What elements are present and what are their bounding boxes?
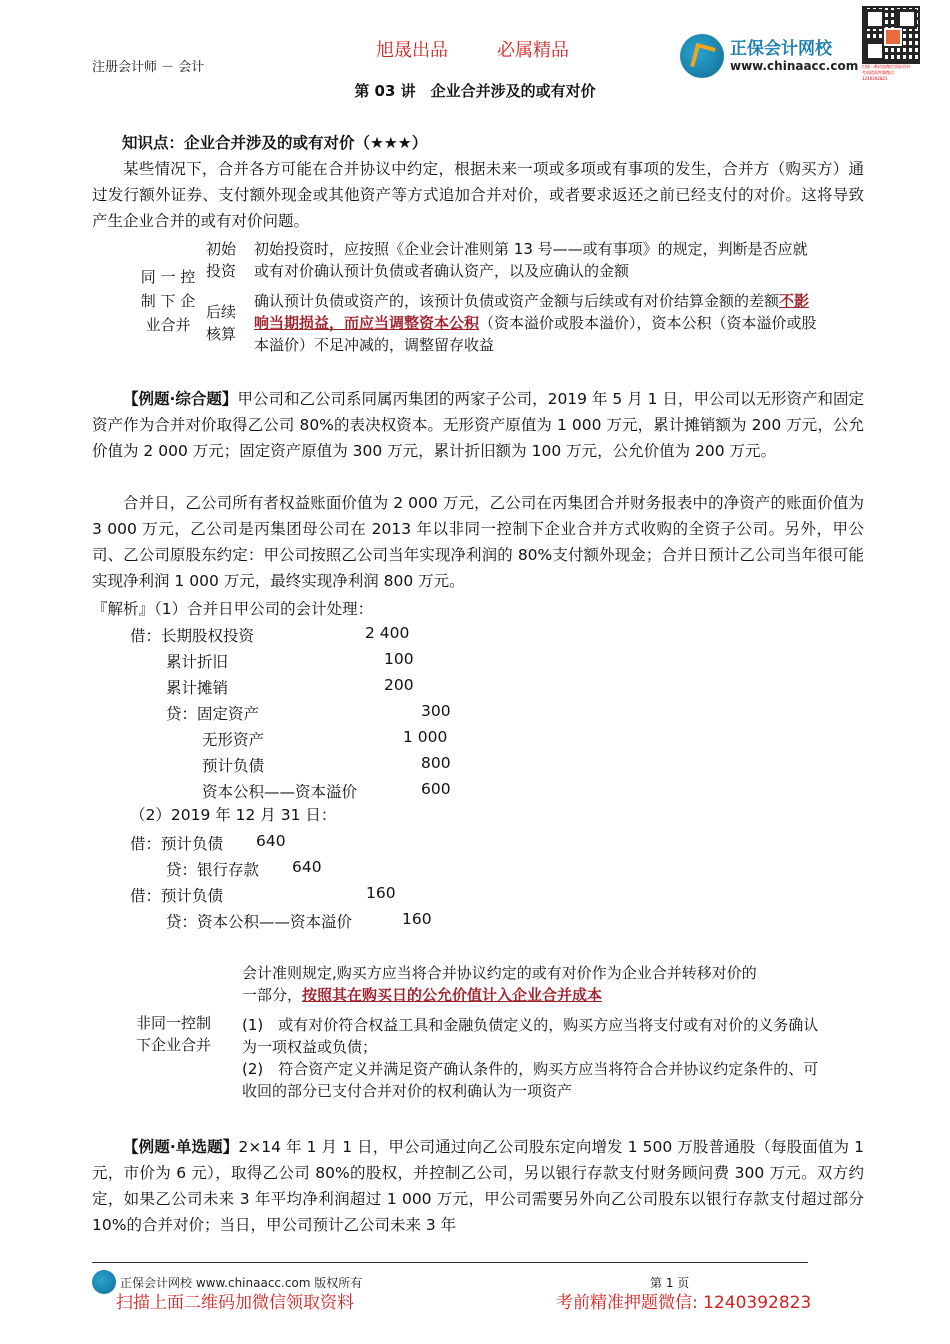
table2-category-line: 非同一控制: [136, 1014, 212, 1032]
journal-amount: 800: [421, 754, 451, 772]
part2-heading: （2）2019 年 12 月 31 日：: [130, 806, 337, 824]
rule-line: 会计准则规定,购买方应当将合并协议约定的或有对价作为企业合并转移对价的: [242, 964, 757, 982]
text-before: 确认预计负债或资产的，该预计负债或资产金额与后续或有对价结算金额的差额: [254, 292, 780, 310]
course-name: 注册会计师 － 会计: [92, 60, 205, 75]
journal-amount: 1 000: [403, 728, 448, 746]
text-after: （资本溢价或股本溢价），资本公积（资本溢价或股本溢价）不足冲减的，调整留存收益: [254, 314, 817, 354]
emphasis-text: 按照其在购买日的公允价值计入企业合并成本: [302, 986, 603, 1004]
table2-category-line: 下企业合并: [136, 1036, 212, 1054]
example2-paragraph: [92, 1134, 864, 1238]
label-line: 核算: [206, 325, 237, 343]
table1-category-line: 同 一 控: [140, 268, 196, 286]
qr-code[interactable]: [862, 6, 920, 86]
journal-account: 贷：资本公积——资本溢价: [166, 913, 353, 931]
qr-code-icon: [862, 6, 920, 64]
qr-caption-1: 扫描二维码加微信领取资料: [862, 64, 910, 69]
journal-amount: 160: [366, 884, 396, 902]
emphasis-text: 不影响当期损益，而应当调整资本公积: [254, 292, 810, 332]
journal-amount: 200: [384, 676, 414, 694]
page-number: 第 1 页: [650, 1276, 690, 1290]
journal-account: 借：长期股权投资: [130, 627, 255, 645]
logo-url: www.chinaacc.com: [730, 59, 859, 73]
journal-account: 累计摊销: [166, 679, 229, 697]
footer-promo-left: 扫描上面二维码加微信领取资料: [116, 1293, 354, 1313]
footer-logo-icon: [92, 1270, 116, 1294]
intro-paragraph: 某些情况下，合并各方可能在合并协议中约定，根据未来一项或多项或有事项的发生，合并方（购买方）通过发行额外证券、支付额外现金或其他资产等方式追加合并对价，或者要求返还之前已经支付的对价。这将导致产生企业合并的或有对价问题。: [92, 160, 864, 230]
slogan-left: 旭晟出品: [376, 40, 448, 61]
journal-account: 累计折旧: [166, 653, 229, 671]
table2-rule-text: [242, 962, 822, 1006]
table1-row-label: [206, 301, 236, 345]
table2-item-2: (2) 符合资产定义并满足资产确认条件的，购买方应当将符合合并协议约定条件的、可收回的部分已支付合并对价的权利确认为一项资产: [242, 1060, 819, 1100]
topic-heading: 知识点：企业合并涉及的或有对价（★★★）: [122, 134, 428, 152]
lecture-title: 第 03 讲 企业合并涉及的或有对价: [354, 82, 596, 100]
table1-row-text: 初始投资时，应按照《企业会计准则第 13 号——或有事项》的规定，判断是否应就或有对价确认预计负债或者确认资产，以及应确认的金额: [254, 240, 808, 280]
example-text: 2×14 年 1 月 1 日，甲公司通过向乙公司股东定向增发 1 500 万股普通股（每股面值为 1 元，市价为 6 元），取得乙公司 80%的股权，并控制乙公司，另以银行存款支付财务顾问费 300 万元。双方约定，如果乙公司未来 3 年平均净利润超过 1 000 万元，甲公司需要另外向乙公司股东以银行存款支付超过部分 10%的合并对价；当日，甲公司预计乙公司未来 3 年: [92, 1138, 865, 1234]
journal-amount: 300: [421, 702, 451, 720]
logo-icon: [680, 34, 724, 78]
example-text: 甲公司和乙公司系同属丙集团的两家子公司，2019 年 5 月 1 日，甲公司以无形资产和固定资产作为合并对价取得乙公司 80%的表决权资本。无形资产原值为 1 000 万元，累计摊销额为 200 万元，公允价值为 2 000 万元；固定资产原值为 300 万元，累计折旧额为 100 万元，公允价值为 200 万元。: [92, 390, 865, 460]
journal-account: 借：预计负债: [130, 835, 224, 853]
footer-promo-right: 考前精准押题微信: 1240392823: [556, 1293, 812, 1313]
journal-amount: 100: [384, 650, 414, 668]
journal-amount: 600: [421, 780, 451, 798]
table1-category-line: 业合并: [145, 316, 191, 334]
label-line: 后续: [206, 303, 237, 321]
table2-item-1: (1) 或有对价符合权益工具和金融负债定义的，购买方应当将支付或有对价的义务确认为一项权益或负债；: [242, 1016, 819, 1056]
footer-copyright: 正保会计网校 www.chinaacc.com 版权所有: [120, 1276, 363, 1290]
journal-account: 预计负债: [202, 757, 265, 775]
rule-line-before: 一部分，: [242, 986, 303, 1004]
example1-para1: [92, 386, 864, 464]
journal-account: 贷：银行存款: [166, 861, 260, 879]
journal-account: 贷：固定资产: [166, 705, 260, 723]
footer-divider: [92, 1262, 808, 1263]
label-line: 初始: [206, 240, 237, 258]
chinaacc-logo: [680, 30, 860, 82]
journal-amount: 640: [256, 832, 286, 850]
journal-amount: 2 400: [365, 624, 410, 642]
example1-para2: 合并日，乙公司所有者权益账面价值为 2 000 万元，乙公司在丙集团合并财务报表中的净资产的账面价值为 3 000 万元，乙公司是丙集团母公司在 2013 年以非同一控制下企业合并方式收购的全资子公司。另外，甲公司、乙公司原股东约定：甲公司按照乙公司当年实现净利润的 80%支付额外现金；合并日预计乙公司当年很可能实现净利润 1 000 万元，最终实现净利润 800 万元。: [92, 494, 864, 590]
journal-account: 借：预计负债: [130, 887, 224, 905]
table1-row-label: [206, 238, 236, 282]
journal-account: 资本公积——资本溢价: [202, 783, 358, 801]
journal-account: 无形资产: [202, 731, 265, 749]
slogan-right: 必属精品: [497, 40, 569, 61]
qr-caption-2: 考前精准押题微信：1240392823: [862, 70, 898, 81]
journal-amount: 640: [292, 858, 322, 876]
logo-name: 正保会计网校: [730, 39, 832, 59]
table2-category: [136, 1012, 226, 1056]
example-tag: 【例题·单选题】: [123, 1138, 239, 1156]
label-line: 投资: [206, 262, 237, 280]
journal-amount: 160: [402, 910, 432, 928]
table1-row-text: [254, 290, 820, 356]
table1-category-line: 制 下 企: [140, 292, 196, 310]
analysis-heading: 『解析』（1）合并日甲公司的会计处理：: [92, 600, 374, 618]
example-tag: 【例题·综合题】: [123, 390, 238, 408]
table1-category: [136, 265, 200, 337]
